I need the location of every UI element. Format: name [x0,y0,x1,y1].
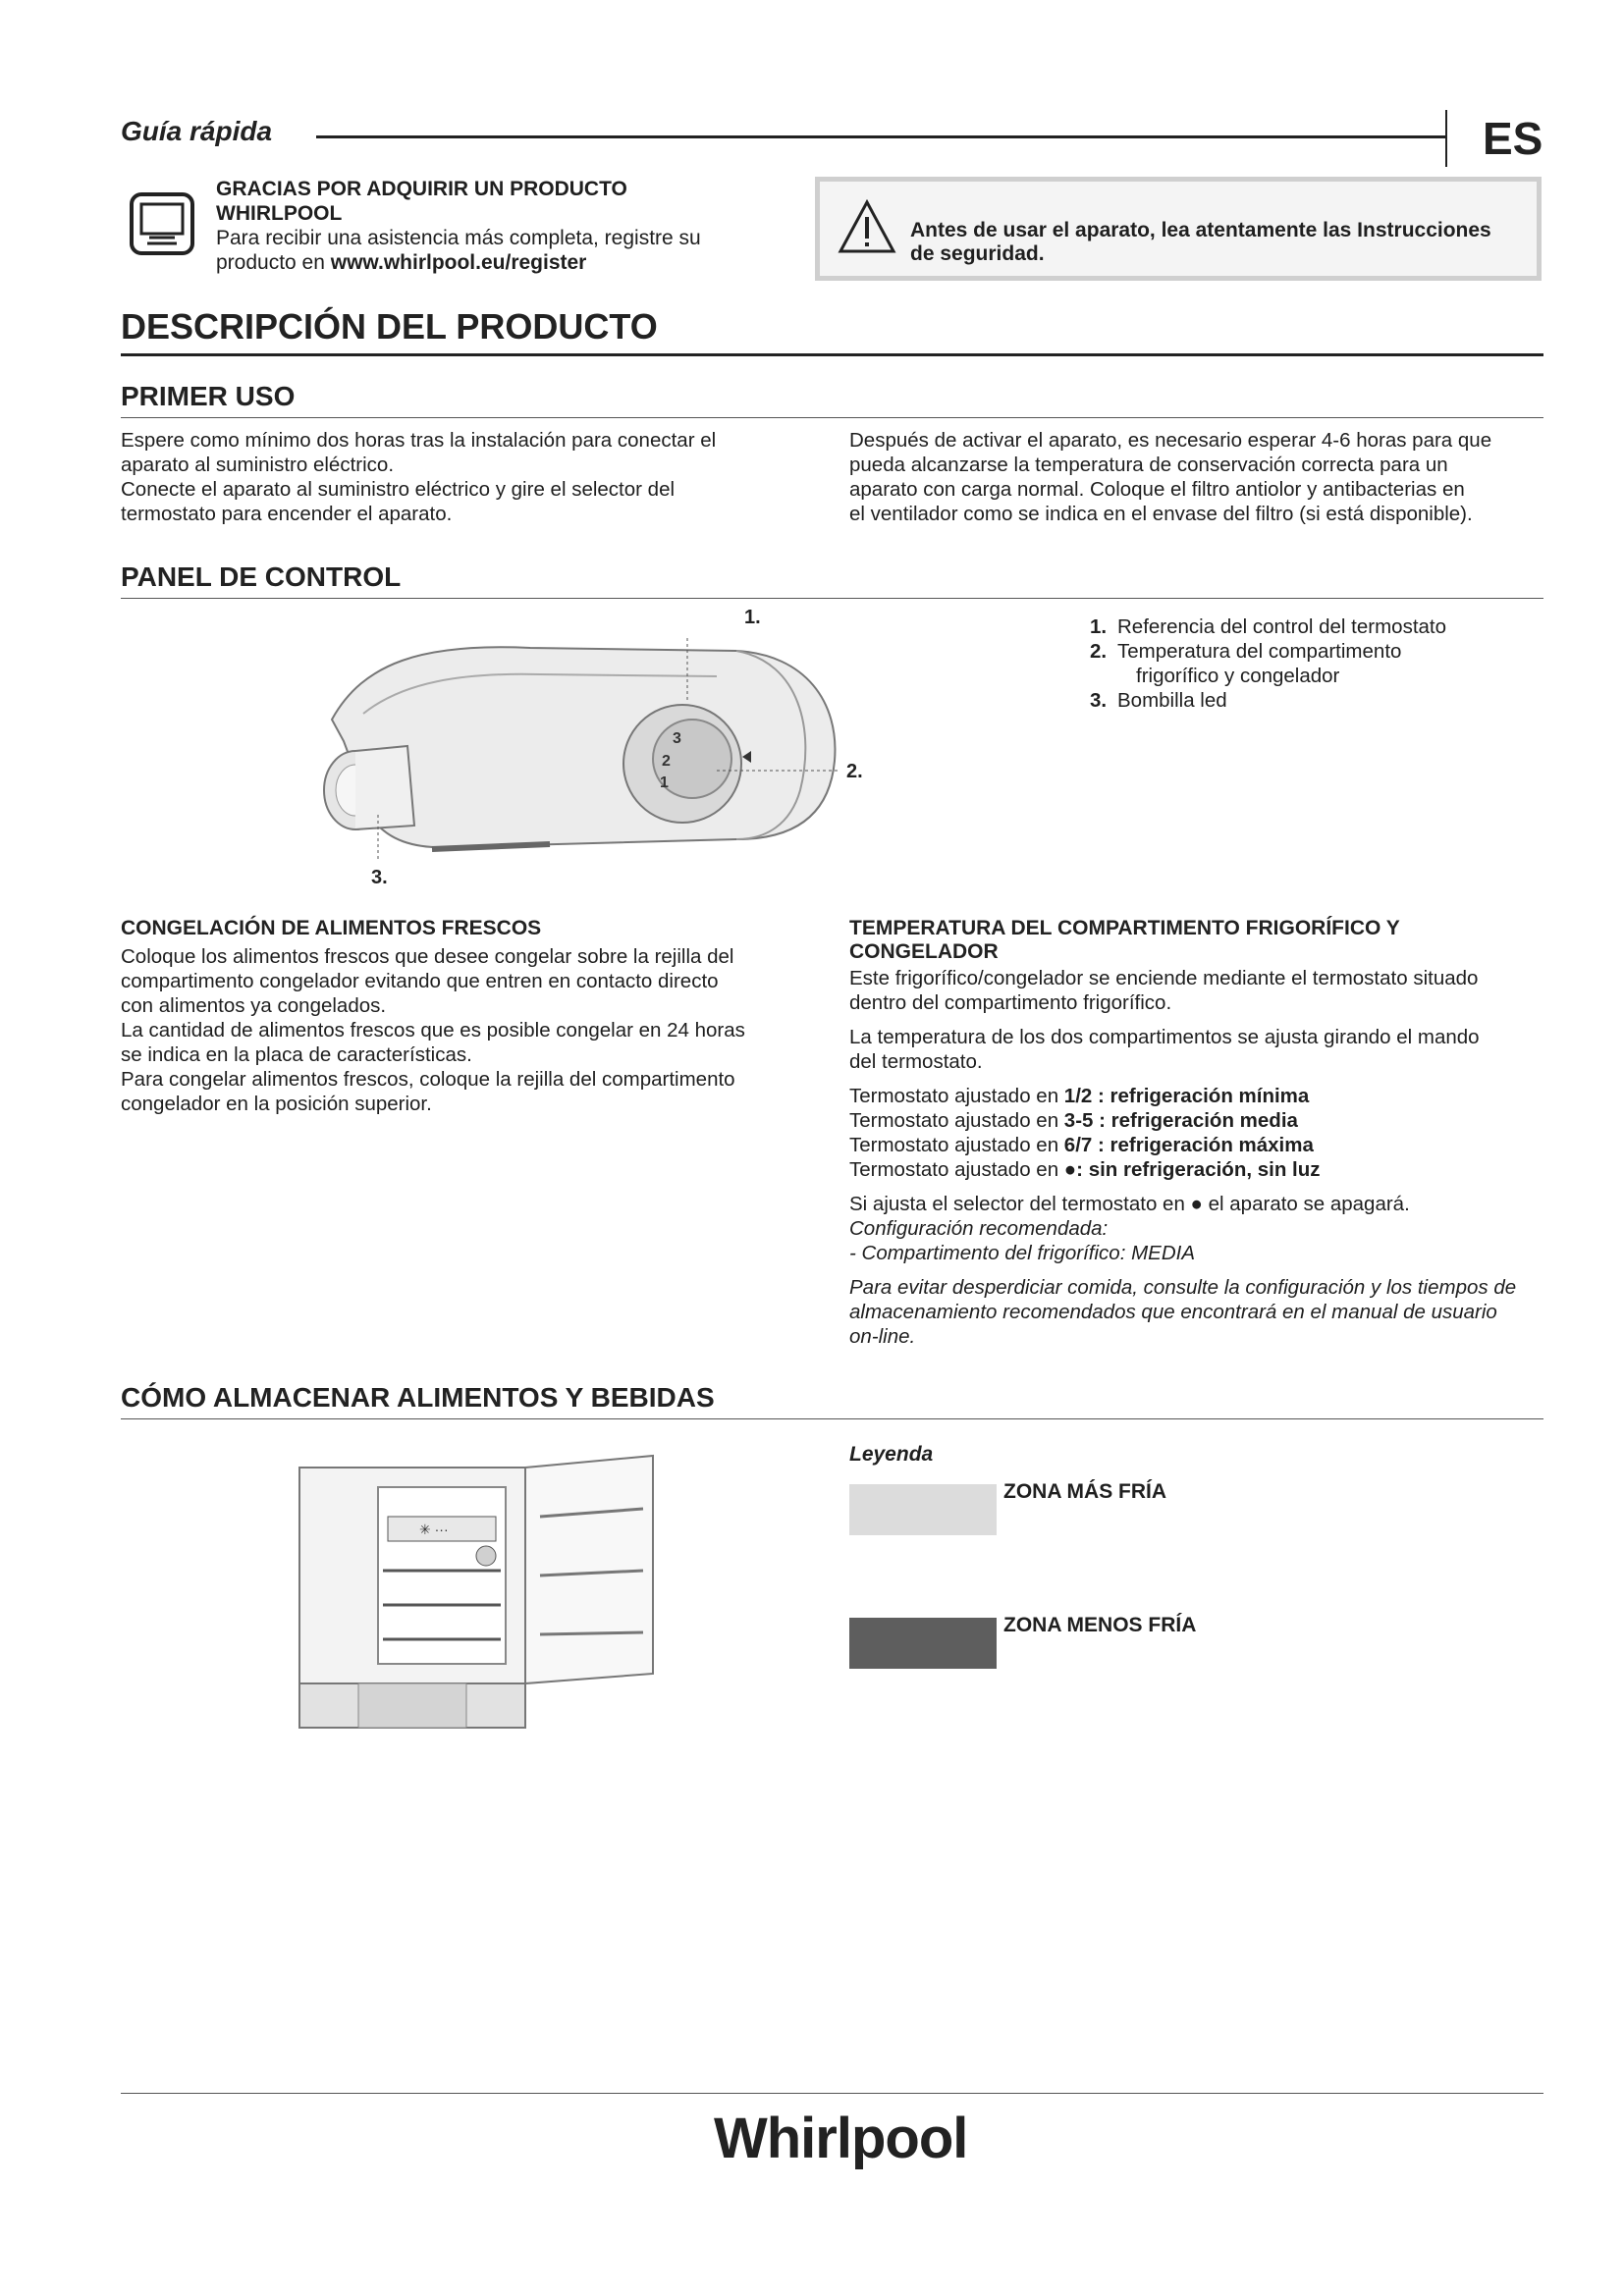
whirlpool-logo: Whirlpool [714,2107,968,2170]
first-use-right-text: Después de activar el aparato, es necesario esperar 4-6 horas para que pueda alcanzarse la temperatura de conservación correcta para un aparato con carga normal. Coloque el filtro antiolor y antibacterias en el ventilador como se indica en el envase del filtro (si está disponible). [849,429,1492,525]
storage-title: CÓMO ALMACENAR ALIMENTOS Y BEBIDAS [121,1382,715,1413]
warning-triangle-icon [838,199,896,254]
setting-row: Termostato ajustado en ●: sin refrigeración, sin luz [849,1158,1321,1181]
less-cold-zone-swatch [849,1618,997,1669]
legend-title: Leyenda [849,1443,934,1466]
register-text-2: producto en www.whirlpool.eu/register [216,251,587,274]
coldest-zone-label: ZONA MÁS FRÍA [1003,1480,1167,1503]
setting-row: Termostato ajustado en 6/7 : refrigeración máxima [849,1134,1314,1156]
setting-row: Termostato ajustado en 3-5 : refrigeración media [849,1109,1298,1132]
setting-row: Termostato ajustado en 1/2 : refrigeración mínima [849,1085,1310,1107]
header-rule-tick [1445,110,1447,167]
svg-text:✳ ···: ✳ ··· [419,1522,449,1537]
less-cold-zone-label: ZONA MENOS FRÍA [1003,1614,1197,1636]
safety-warning-box [815,177,1542,281]
legend-item: 3. Bombilla led [1090,689,1227,712]
language-code: ES [1483,113,1543,164]
control-panel-legend [1090,614,1542,713]
legend-item-cont: frigorífico y congelador [1136,665,1340,687]
section-rule [121,353,1543,356]
register-heading-2: WHIRLPOOL [216,202,343,225]
knob-number: 1 [660,774,669,791]
legend-item: 2. Temperatura del compartimento [1090,640,1402,663]
control-panel-illustration [304,604,874,903]
temperature-title: TEMPERATURA DEL COMPARTIMENTO FRIGORÍFICO Y CONGELADOR [849,917,1400,963]
off-dot-icon: ● [1190,1193,1203,1215]
knob-number: 3 [673,730,681,747]
first-use-left-text: Espere como mínimo dos horas tras la instalación para conectar el aparato al suministro eléctrico. Conecte el aparato al suministro eléctrico y gire el selector del termostato para encender el aparato. [121,429,717,525]
register-heading-1: GRACIAS POR ADQUIRIR UN PRODUCTO [216,178,627,200]
legend-item: 1. Referencia del control del termostato [1090,615,1447,638]
freezing-title: CONGELACIÓN DE ALIMENTOS FRESCOS [121,917,542,939]
register-text-1: Para recibir una asistencia más completa, registre su [216,227,701,249]
warning-text: Antes de usar el aparato, lea atentamente las Instrucciones de seguridad. [910,219,1491,265]
subsection-rule [121,417,1543,418]
guide-title: Guía rápida [121,116,273,146]
header-rule [316,135,1445,138]
callout-label-3: 3. [371,867,388,888]
callout-label-2: 2. [846,761,863,782]
callout-label-1: 1. [744,607,761,628]
subsection-rule [121,1418,1543,1419]
monitor-icon [128,190,196,263]
first-use-title: PRIMER USO [121,381,296,411]
freezing-text: Coloque los alimentos frescos que desee congelar sobre la rejilla del compartimento congelador evitando que entren en contacto directo con alimentos ya congelados. La cantidad de alimentos frescos que es posible congelar en 24 horas se indica en la placa de características. Para congelar alimentos frescos, coloque la rejilla del compartimento congelador en la posición superior. [121,945,745,1115]
register-url[interactable]: www.whirlpool.eu/register [330,251,587,274]
footer-rule [121,2093,1543,2094]
knob-number: 2 [662,753,671,770]
subsection-rule [121,598,1543,599]
control-panel-title: PANEL DE CONTROL [121,561,402,592]
coldest-zone-swatch [849,1484,997,1535]
fridge-illustration [290,1448,663,1733]
product-description-title: DESCRIPCIÓN DEL PRODUCTO [121,306,658,347]
temperature-text: Este frigorífico/congelador se enciende mediante el termostato situado dentro del compartimento frigorífico. La temperatura de los dos compartimentos se ajusta girando el mando del termostato. Termostato ajustado en 1/2 : refrigeración mínima Termostato ajustado en 3-5 : refrigeración media Termostato ajustado en 6/7 : refrigeración máxima Termostato ajustado en ●: sin refrigeración, sin luz Si ajusta el selector del termostato en ● el aparato se apagará. Configuración recomendada: - Compartimento del frigorífico: MEDIA Para evitar desperdiciar comida, consulte la configuración y los tiempos de almacenamiento recomendados que encontrará en el manual de usuario on-line. [849,966,1543,1349]
register-block [216,177,766,275]
